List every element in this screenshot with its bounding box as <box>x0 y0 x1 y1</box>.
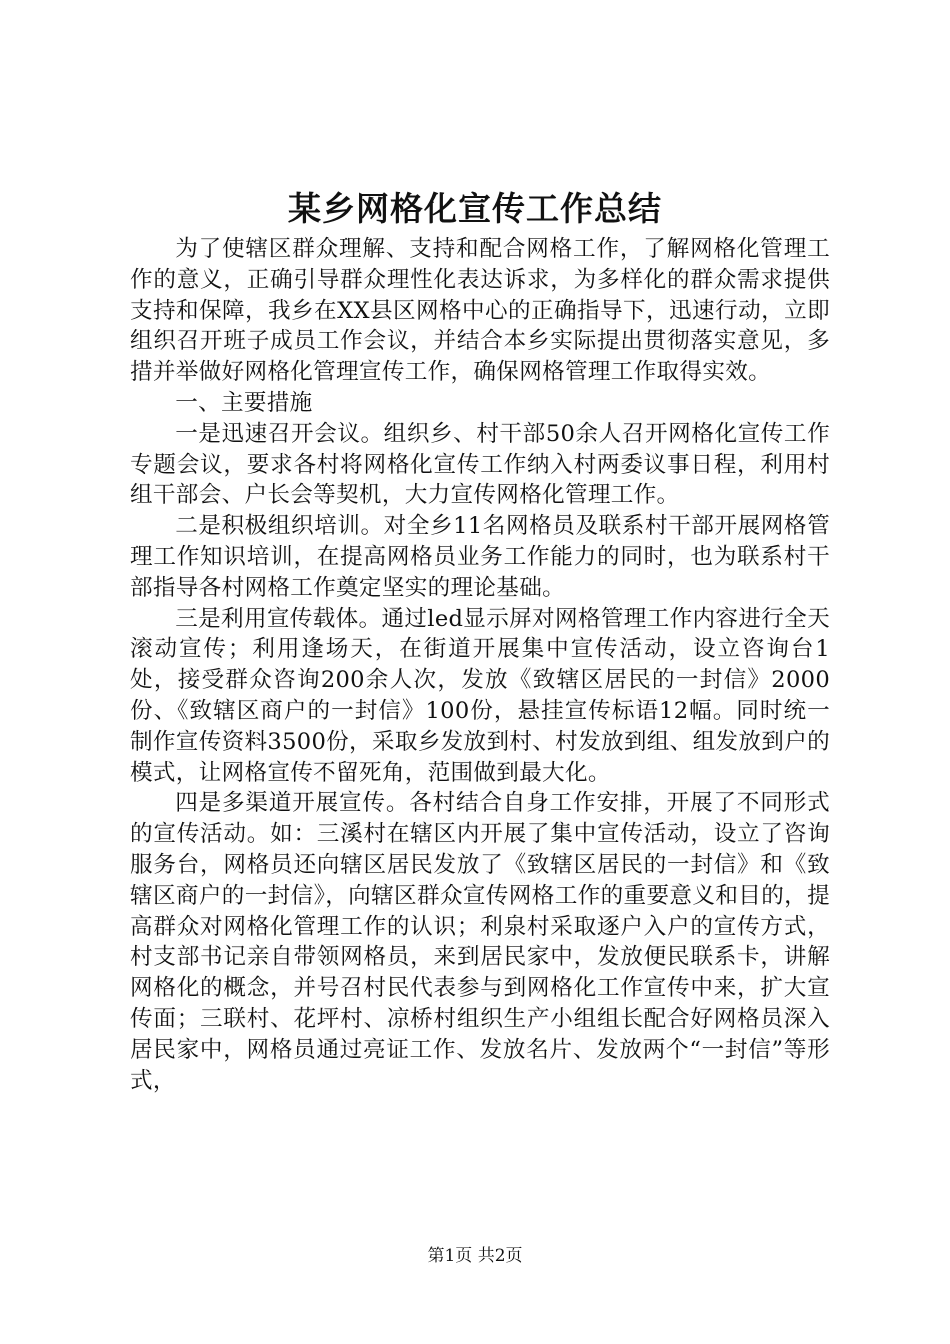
page-number: 第1页 共2页 <box>427 1246 523 1266</box>
measure-paragraph-4: 四是多渠道开展宣传。各村结合自身工作安排，开展了不同形式的宣传活动。如：三溪村在辖区内开展了集中宣传活动，设立了咨询服务台，网格员还向辖区居民发放了《致辖区居民的一封信》和《致辖区商户的一封信》，向辖区群众宣传网格工作的重要意义和目的，提高群众对网格化管理工作的认识；利泉村采取逐户入户的宣传方式，村支部书记亲自带领网格员，来到居民家中，发放便民联系卡，讲解网格化的概念，并号召村民代表参与到网格化工作宣传中来，扩大宣传面；三联村、花坪村、凉桥村组织生产小组组长配合好网格员深入居民家中，网格员通过亮证工作、发放名片、发放两个“一封信”等形式， <box>130 790 830 1094</box>
measure-paragraph-3: 三是利用宣传载体。通过led显示屏对网格管理工作内容进行全天滚动宣传；利用逢场天，在街道开展集中宣传活动，设立咨询台1处，接受群众咨询200余人次，发放《致辖区居民的一封信》2000份、《致辖区商户的一封信》100份，悬挂宣传标语12幅。同时统一制作宣传资料3500份，采取乡发放到村、村发放到组、组发放到户的模式，让网格宣传不留死角，范围做到最大化。 <box>130 605 830 786</box>
document-body <box>130 234 830 1096</box>
measure-paragraph-1: 一是迅速召开会议。组织乡、村干部50余人召开网格化宣传工作专题会议，要求各村将网格化宣传工作纳入村两委议事日程，利用村组干部会、户长会等契机，大力宣传网格化管理工作。 <box>130 420 830 509</box>
document-title: 某乡网格化宣传工作总结 <box>288 189 662 228</box>
intro-paragraph: 为了使辖区群众理解、支持和配合网格工作，了解网格化管理工作的意义，正确引导群众理性化表达诉求，为多样化的群众需求提供支持和保障，我乡在XX县区网格中心的正确指导下，迅速行动，立即组织召开班子成员工作会议，并结合本乡实际提出贯彻落实意见，多措并举做好网格化管理宣传工作，确保网格管理工作取得实效。 <box>130 236 830 386</box>
measure-paragraph-2: 二是积极组织培训。对全乡11名网格员及联系村干部开展网格管理工作知识培训，在提高网格员业务工作能力的同时，也为联系村干部指导各村网格工作奠定坚实的理论基础。 <box>130 513 830 601</box>
section-heading: 一、主要措施 <box>175 389 313 416</box>
